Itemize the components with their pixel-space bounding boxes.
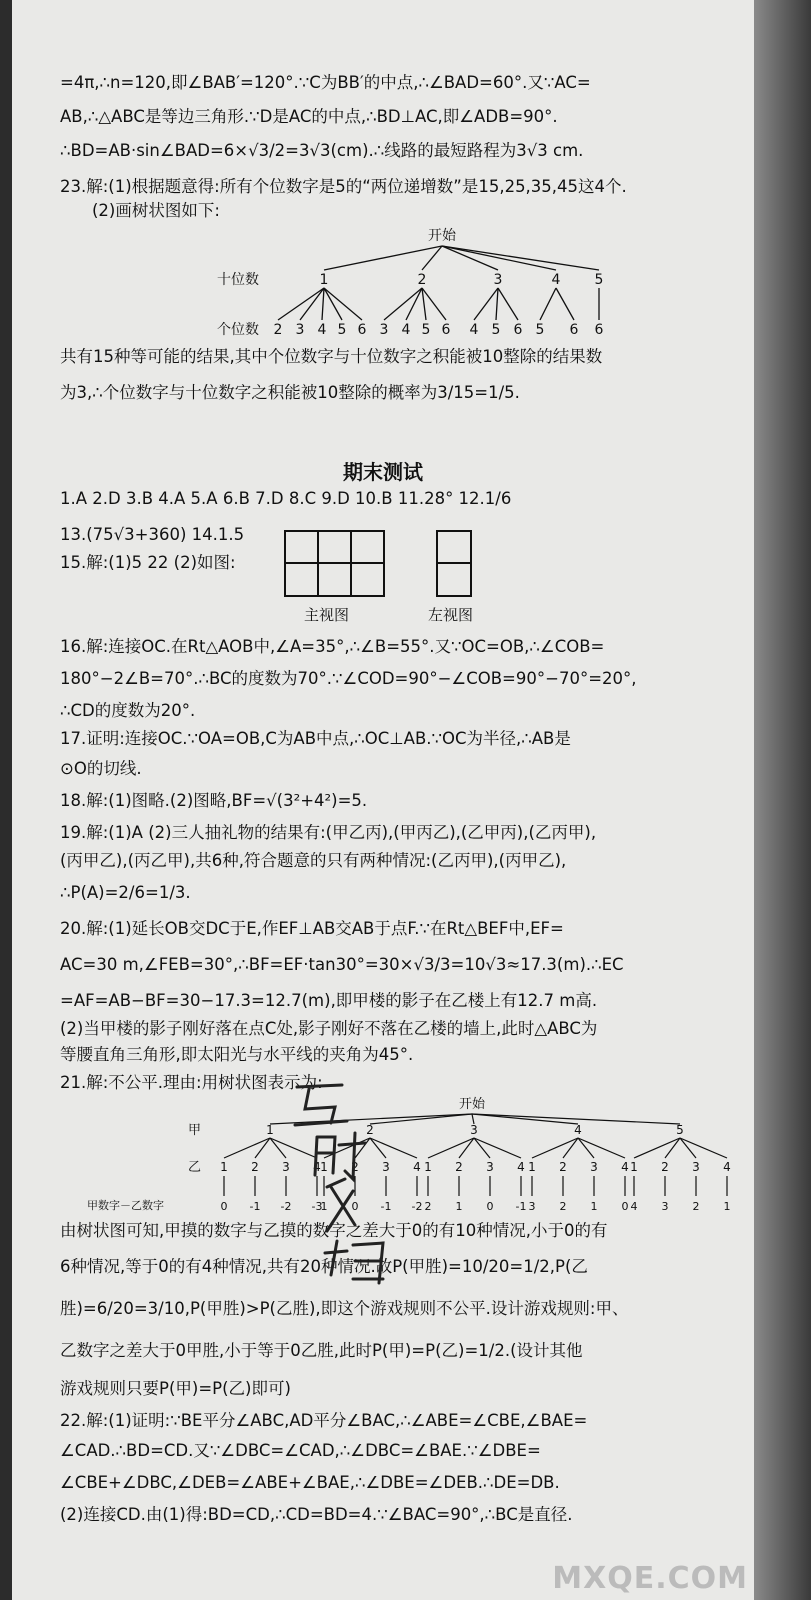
tree1-branch (300, 288, 324, 320)
tree2-second-digit: 1 (320, 1160, 328, 1174)
text-line: ∠CBE+∠DBC,∠DEB=∠ABE+∠BAE,∴∠DBE=∠DEB.∴DE=DB. (60, 1473, 560, 1492)
text-line: 胜)=6/20=3/10,P(甲胜)>P(乙胜),即这个游戏规则不公平.设计游戏规则:甲、 (60, 1299, 629, 1318)
tree2-difference: 0 (486, 1200, 494, 1213)
text-line: ⊙O的切线. (60, 759, 142, 778)
tree1-branch (474, 288, 498, 320)
tree2-second-digit: 4 (621, 1160, 629, 1174)
tree1-tens-digit: 2 (417, 272, 427, 288)
tree2-difference: 1 (455, 1200, 463, 1213)
tree2-second-digit: 3 (382, 1160, 390, 1174)
tree1-tens-digit: 4 (551, 272, 561, 288)
text-line: ∴BD=AB·sin∠BAD=6×√3/2=3√3(cm).∴线路的最短路程为3√3 cm. (60, 141, 584, 160)
tree2-difference: -1 (249, 1200, 261, 1213)
tree-diagram-1 (12, 222, 754, 344)
mc-answers: 1.A 2.D 3.B 4.A 5.A 6.B 7.D 8.C 9.D 10.B 11.28° 12.1/6 (60, 489, 512, 508)
tree2-difference: 3 (528, 1200, 536, 1213)
tree1-branch (322, 288, 324, 320)
tree1-branch (442, 246, 599, 270)
front-view-figure (284, 530, 386, 598)
tree1-branch (324, 288, 362, 320)
text-line: ∠CAD.∴BD=CD.又∵∠DBC=∠CAD,∴∠DBC=∠BAE.∵∠DBE= (60, 1441, 541, 1460)
tree1-branch (556, 288, 574, 320)
text-line: 为3,∴个位数字与十位数字之积能被10整除的概率为3/15=1/5. (60, 383, 520, 402)
tree1-units-digit: 5 (491, 322, 501, 338)
q19-answer: 19.解:(1)A (2)三人抽礼物的结果有:(甲乙丙),(甲丙乙),(乙甲丙),(乙丙甲), (60, 823, 597, 842)
tree2-branch (680, 1138, 727, 1158)
tree2-first-digit: 3 (470, 1123, 478, 1137)
tree2-difference: -1 (515, 1200, 527, 1213)
tree2-second-digit: 3 (590, 1160, 598, 1174)
text-line: 180°−2∠B=70°.∴BC的度数为70°.∵∠COD=90°−∠COB=90°−70°=20°, (60, 669, 637, 688)
tree2-difference: -2 (280, 1200, 292, 1213)
text-line: 游戏规则只要P(甲)=P(乙)即可) (60, 1379, 291, 1398)
text-line: ∴P(A)=2/6=1/3. (60, 883, 191, 902)
tree1-tens-digit: 1 (319, 272, 329, 288)
tree1-branch (442, 246, 556, 270)
section-title: 期末测试 (343, 460, 423, 484)
q16-answer: 16.解:连接OC.在Rt△AOB中,∠A=35°,∴∠B=55°.又∵OC=OB,∴∠COB= (60, 637, 605, 656)
tree1-units-digit: 3 (379, 322, 389, 338)
tree2-row1-label: 甲 (188, 1123, 202, 1138)
tree1-branch (278, 288, 324, 320)
tree2-difference: 0 (220, 1200, 228, 1213)
text-line: 等腰直角三角形,即太阳光与水平线的夹角为45°. (60, 1045, 414, 1064)
fill-answers: 13.(75√3+360) 14.1.5 (60, 525, 245, 544)
tree1-branch (324, 288, 342, 320)
tree1-branch (442, 246, 498, 270)
tree2-difference: 2 (692, 1200, 700, 1213)
tree2-second-digit: 4 (313, 1160, 321, 1174)
tree1-start: 开始 (428, 228, 456, 244)
text-line: 由树状图可知,甲摸的数字与乙摸的数字之差大于0的有10种情况,小于0的有 (60, 1221, 608, 1240)
q20-answer: 20.解:(1)延长OB交DC于E,作EF⊥AB交AB于点F.∵在Rt△BEF中,EF= (60, 919, 564, 938)
tree1-branch (406, 288, 422, 320)
tree2-second-digit: 2 (661, 1160, 669, 1174)
tree2-second-digit: 1 (630, 1160, 638, 1174)
tree2-difference: 0 (621, 1200, 629, 1213)
tree2-second-digit: 2 (455, 1160, 463, 1174)
tree2-row2-label: 乙 (188, 1160, 202, 1175)
tree2-difference: 1 (320, 1200, 328, 1213)
text-line: =AF=AB−BF=30−17.3=12.7(m),即甲楼的影子在乙楼上有12.7 m高. (60, 991, 598, 1010)
tree1-row1-label: 十位数 (217, 272, 259, 288)
tree2-first-digit: 5 (676, 1123, 684, 1137)
tree2-second-digit: 3 (692, 1160, 700, 1174)
tree2-difference: 4 (630, 1200, 638, 1213)
tree2-branch (472, 1114, 578, 1124)
tree1-units-digit: 3 (295, 322, 305, 338)
tree1-units-digit: 5 (535, 322, 545, 338)
tree2-difference: 2 (559, 1200, 567, 1213)
tree2-difference: 2 (424, 1200, 432, 1213)
q17-answer: 17.证明:连接OC.∵OA=OB,C为AB中点,∴OC⊥AB.∵OC为半径,∴AB是 (60, 729, 571, 748)
tree2-second-digit: 4 (723, 1160, 731, 1174)
tree1-units-digit: 6 (569, 322, 579, 338)
front-view-caption: 主视图 (304, 606, 350, 624)
tree1-units-digit: 2 (273, 322, 283, 338)
q18-answer: 18.解:(1)图略.(2)图略,BF=√(3²+4²)=5. (60, 791, 368, 810)
tree2-difference: -1 (380, 1200, 392, 1213)
text-line: AC=30 m,∠FEB=30°,∴BF=EF·tan30°=30×√3/3=10√3≈17.3(m).∴EC (60, 955, 624, 974)
text-line: 乙数字之差大于0甲胜,小于等于0乙胜,此时P(甲)=P(乙)=1/2.(设计其他 (60, 1341, 583, 1360)
tree2-second-digit: 4 (517, 1160, 525, 1174)
text-line: (丙甲乙),(丙乙甲),共6种,符合题意的只有两种情况:(乙丙甲),(丙甲乙), (60, 851, 567, 870)
tree2-first-digit: 4 (574, 1123, 582, 1137)
watermark: MXQE.COM (552, 1561, 748, 1596)
tree2-difference: -3 (311, 1200, 323, 1213)
tree1-branch (384, 288, 422, 320)
q15-answer: 15.解:(1)5 22 (2)如图: (60, 553, 236, 572)
text-line: =4π,∴n=120,即∠BAB′=120°.∵C为BB′的中点,∴∠BAD=60°.又∵AC= (60, 73, 591, 92)
tree2-first-digit: 1 (266, 1123, 274, 1137)
tree2-branch (474, 1138, 521, 1158)
tree2-difference: 1 (723, 1200, 731, 1213)
tree1-units-digit: 4 (317, 322, 327, 338)
tree1-tens-digit: 5 (594, 272, 604, 288)
tree2-start: 开始 (458, 1097, 486, 1112)
tree1-branch (498, 288, 518, 320)
tree2-second-digit: 3 (282, 1160, 290, 1174)
text-line: AB,∴△ABC是等边三角形.∵D是AC的中点,∴BD⊥AC,即∠ADB=90°. (60, 107, 558, 126)
tree2-row3-label: 甲数字－乙数字 (87, 1199, 164, 1212)
tree2-first-digit: 2 (366, 1123, 374, 1137)
tree1-units-digit: 5 (337, 322, 347, 338)
tree1-branch (540, 288, 556, 320)
tree1-units-digit: 6 (594, 322, 604, 338)
tree1-row2-label: 个位数 (217, 322, 259, 338)
tree1-units-digit: 4 (469, 322, 479, 338)
text-line: (2)连接CD.由(1)得:BD=CD,∴CD=BD=4.∵∠BAC=90°,∴BC是直径. (60, 1505, 573, 1524)
tree1-units-digit: 6 (513, 322, 523, 338)
text-line: 6种情况,等于0的有4种情况,共有20种情况.故P(甲胜)=10/20=1/2,P(乙 (60, 1257, 588, 1276)
tree2-difference: 1 (590, 1200, 598, 1213)
tree2-second-digit: 2 (251, 1160, 259, 1174)
tree2-second-digit: 1 (528, 1160, 536, 1174)
q23-answer: 23.解:(1)根据题意得:所有个位数字是5的“两位递增数”是15,25,35,45这4个. (60, 177, 627, 196)
tree1-tens-digit: 3 (493, 272, 503, 288)
tree2-branch (578, 1138, 625, 1158)
q21-answer: 21.解:不公平.理由:用树状图表示为: (60, 1073, 323, 1092)
tree2-second-digit: 3 (486, 1160, 494, 1174)
left-view-figure (436, 530, 472, 598)
tree1-units-digit: 6 (357, 322, 367, 338)
q22-answer: 22.解:(1)证明:∵BE平分∠ABC,AD平分∠BAC,∴∠ABE=∠CBE,∠BAE= (60, 1411, 588, 1430)
handwritten-scribble (287, 1075, 397, 1295)
text-line: 共有15种等可能的结果,其中个位数字与十位数字之积能被10整除的结果数 (60, 347, 603, 366)
page-edge-shadow (754, 0, 811, 1600)
tree1-units-digit: 4 (401, 322, 411, 338)
tree2-second-digit: 1 (424, 1160, 432, 1174)
tree2-second-digit: 4 (413, 1160, 421, 1174)
tree2-difference: 0 (351, 1200, 359, 1213)
text-line: (2)画树状图如下: (92, 201, 220, 220)
tree2-difference: 3 (661, 1200, 669, 1213)
tree1-units-digit: 6 (441, 322, 451, 338)
text-line: (2)当甲楼的影子刚好落在点C处,影子刚好不落在乙楼的墙上,此时△ABC为 (60, 1019, 598, 1038)
tree2-second-digit: 2 (351, 1160, 359, 1174)
tree1-branch (496, 288, 498, 320)
tree2-difference: -2 (411, 1200, 423, 1213)
left-view-caption: 左视图 (428, 606, 474, 624)
tree2-second-digit: 1 (220, 1160, 228, 1174)
text-line: ∴CD的度数为20°. (60, 701, 196, 720)
tree1-units-digit: 5 (421, 322, 431, 338)
tree2-second-digit: 2 (559, 1160, 567, 1174)
answer-page (12, 0, 754, 1600)
